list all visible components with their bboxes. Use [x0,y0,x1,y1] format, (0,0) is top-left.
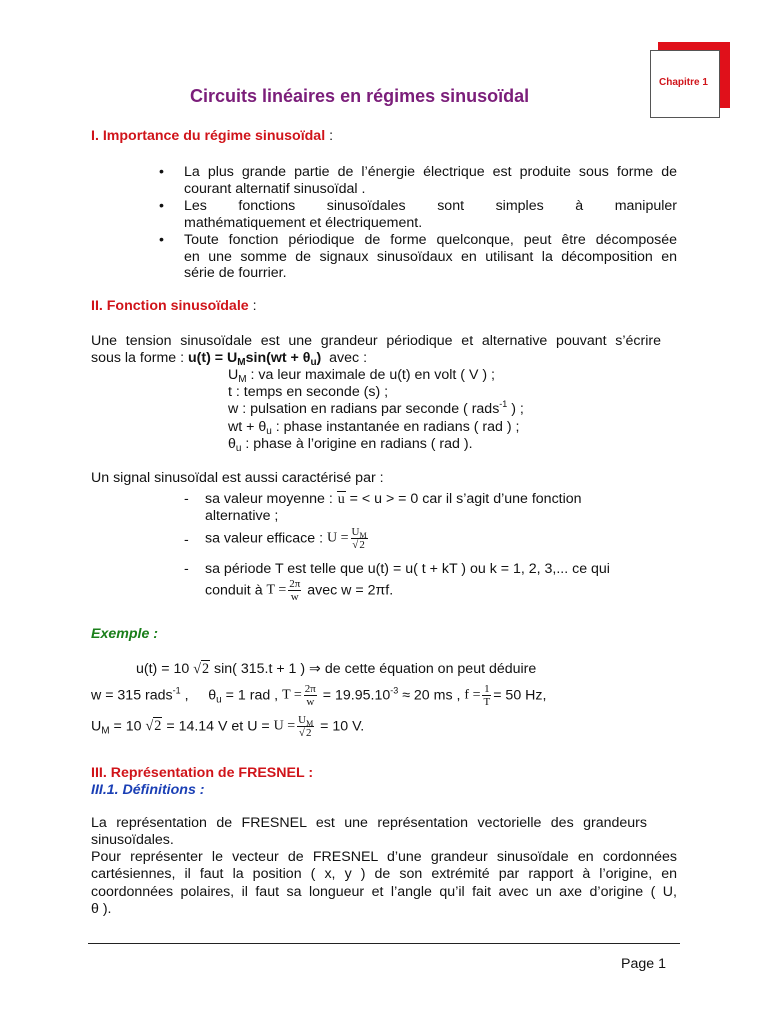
bullet-1-line-2: courant alternatif sinusoïdal . [184,181,366,197]
def-um-b: : va leur maximale de u(t) en volt ( V ) ; [246,367,495,383]
section1-heading: I. Importance du régime sinusoïdal [91,128,326,144]
dash-3: - [184,561,189,577]
ex1-b: sin( 315.t + 1 ) ⇒ de cette équation on peut déduire [214,661,537,677]
def-p1-a: wt + θ [228,419,267,435]
eff-eq: U = [326,530,349,546]
eff-num: U [351,526,360,538]
ex2-T-fraction [304,683,317,708]
ex3-b: = 10 [109,718,142,735]
ex3-fraction: $\frac{U_M}{√2}$ [298,714,314,739]
eff-a: sa valeur efficace : [205,530,324,547]
ex3-num: U [298,714,307,726]
item-efficace [205,526,370,551]
def-phase-origin [228,436,473,452]
section3-subheading: III.1. Définitions : [91,782,205,798]
per-fraction [288,578,301,603]
def-p2-sub: u [235,443,242,454]
ex2-e-sup: -3 [390,685,399,696]
ex2-g: = 50 Hz, [493,687,547,704]
ex3-a-sub: M [101,725,110,737]
ex2-c-sub: u [216,694,222,706]
ex2-b: , [180,687,189,704]
ex2-f-den: T [483,696,491,708]
ex3-c: = 14.14 V et U = [166,718,270,735]
def-w-sup: -1 [499,399,508,409]
eff-den: 2 [359,539,365,551]
formula-b: sin(wt + θ [245,350,311,366]
exemple-line-3 [91,714,364,739]
formula-sub-m: M [237,357,246,368]
section3-p1-line-2: sinusoïdales. [91,832,174,848]
u-bar: u [337,492,345,507]
def-p1-b: : phase instantanée en radians ( rad ) ; [271,419,520,435]
bullet-3-line-3: série de fourrier. [184,265,287,281]
section1-heading-line [91,128,333,144]
intro2-text: sous la forme : [91,350,185,366]
signal-intro: Un signal sinusoïdal est aussi caractérisé par : [91,470,384,486]
section2-heading-line [91,298,257,314]
section2-heading: II. Fonction sinusoïdale [91,298,249,314]
ex3-U: U = [273,718,296,734]
def-um [228,367,495,383]
def-um-a: U [228,367,239,383]
def-p1-sub: u [266,426,272,437]
ex3-d: = 10 V. [320,718,365,735]
item-periode-1: sa période T est telle que u(t) = u( t + kT ) ou k = 1, 2, 3,... ce qui [205,561,610,577]
eff-fraction: $\frac{U_M}{√2}$ [351,526,367,551]
def-w-b: ) ; [507,401,524,417]
def-phase-inst [228,419,519,435]
eff-num-sub: M [359,531,367,540]
avec-text: avec : [329,350,368,366]
def-um-sub: M [238,374,247,385]
per-b: avec w = 2πf. [307,582,394,599]
ex2-a: w = 315 rads [91,687,173,704]
ex1-sqrt: √2 [193,661,210,677]
ex2-T-num: 2π [304,683,316,695]
bullet-2-line-2: mathématiquement et électriquement. [184,215,423,231]
section3-p2-line-4: θ ). [91,901,112,917]
moy-b: = < u > = 0 car il s’agit d’une fonction [345,491,582,507]
item-periode-2 [205,578,393,603]
bullet-3-line-1: Toute fonction périodique de forme quelconque, peut être décomposée [184,232,677,248]
section1-colon: : [325,128,334,144]
section2-colon: : [248,298,257,314]
formula-c: ) [316,350,322,366]
moy-a: sa valeur moyenne : [205,491,333,507]
bullet-1-line-1: La plus grande partie de l’énergie électrique est produite sous forme de [184,164,677,180]
ex1-sqrt-val: 2 [201,661,210,677]
page-title: Circuits linéaires en régimes sinusoïdal [190,86,530,106]
exemple-line-2 [91,683,546,708]
section3-p2-line-2: cartésiennes, il faut la position ( x, y ) de son extrémité par rapport à l’origine, en [91,866,677,882]
dash-2: - [184,532,189,548]
bullet-dot-3: • [159,232,164,248]
ex2-e: = 19.95.10 [322,687,391,704]
ex3-den: 2 [305,727,312,739]
section3-p2-line-1: Pour représenter le vecteur de FRESNEL d’une grandeur sinusoïdale en cordonnées [91,849,677,865]
section3-p1-line-1: La représentation de FRESNEL est une représentation vectorielle des grandeurs [91,815,647,831]
ex2-f-num: 1 [484,683,490,695]
ex2-T-den: w [306,696,315,708]
def-w-a: w : pulsation en radians par seconde ( rads [228,401,500,417]
def-p2-a: θ [228,436,236,452]
def-t: t : temps en seconde (s) ; [228,384,389,400]
ex2-a-sup: -1 [172,685,181,696]
item-moyenne-2: alternative ; [205,508,279,524]
bullet-dot-1: • [159,164,164,180]
section2-intro-2 [91,350,367,366]
bullet-2-line-1: Les fonctions sinusoïdales sont simples à manipuler [184,198,677,214]
item-moyenne-1 [205,491,582,508]
ex2-T: T = [282,687,302,703]
chapter-box [650,50,720,118]
per-den: w [290,591,299,603]
footer-divider [88,943,680,944]
section3-heading: III. Représentation de FRESNEL : [91,765,314,781]
section3-p2-line-3: coordonnées polaires, il faut sa longueur et l’angle qu’il fait avec un axe d’origine ( U, [91,884,677,900]
exemple-heading: Exemple : [91,626,159,642]
per-eq: T = [266,582,287,598]
bullet-dot-2: • [159,198,164,214]
formula-a: u(t) = U [188,350,238,366]
ex3-sqrt-val: 2 [154,718,162,734]
per-a: conduit à [205,582,263,599]
exemple-line-1 [136,661,536,678]
ex2-freq: f = [464,687,481,703]
formula-sub-u: u [310,357,317,368]
main-formula [188,350,321,366]
section2-intro-1: Une tension sinusoïdale est une grandeur périodique et alternative pouvant s’écrire [91,333,661,349]
ex3-num-sub: M [306,719,314,728]
def-w [228,401,524,417]
per-num: 2π [289,578,301,590]
bullet-3-line-2: en une somme de signaux sinusoïdaux en utilisant la décomposition en [184,249,677,265]
dash-1: - [184,491,189,507]
ex3-a: U [91,718,102,735]
ex2-f: ≈ 20 ms , [398,687,461,704]
chapter-label: Chapitre 1 [659,77,708,88]
ex2-c: θ [208,687,217,704]
ex3-sqrt: √2 [145,718,162,734]
def-p2-b: : phase à l’origine en radians ( rad ). [241,436,473,452]
page-number: Page 1 [621,956,666,972]
ex1-a: u(t) = 10 [136,661,190,677]
ex2-f-fraction [482,683,491,708]
ex2-d: = 1 rad , [221,687,279,704]
